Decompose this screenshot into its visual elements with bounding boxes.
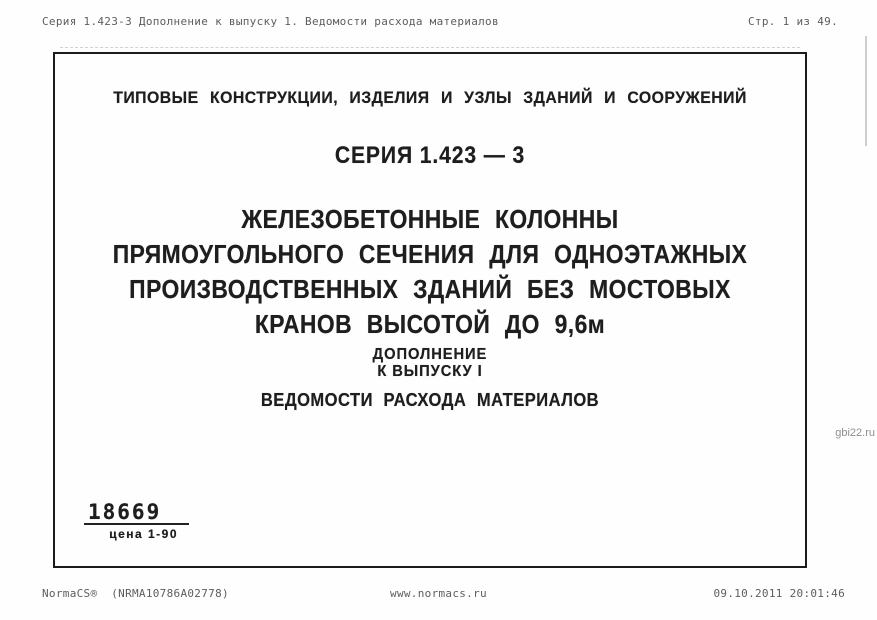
scan-artifact-top-line: [60, 47, 800, 48]
stamp-number: 18669: [84, 502, 189, 525]
document-main-title: [100, 202, 760, 342]
document-supplement-line-1: ДОПОЛНЕНИЕ: [372, 346, 488, 363]
main-title-line-3: ПРОИЗВОДСТВЕННЫХ ЗДАНИЙ БЕЗ МОСТОВЫХ: [129, 274, 731, 304]
main-title-line-4: КРАНОВ ВЫСОТОЙ ДО 9,6м: [254, 309, 606, 339]
viewer-footer-timestamp: 09.10.2011 20:01:46: [713, 587, 845, 600]
viewer-footer-website: www.normacs.ru: [390, 587, 487, 600]
main-title-line-2: ПРЯМОУГОЛЬНОГО СЕЧЕНИЯ ДЛЯ ОДНОЭТАЖНЫХ: [112, 239, 748, 269]
scanned-page-frame: [53, 52, 807, 568]
viewer-footer-app-license: NormaCS® (NRMA10786A02778): [42, 587, 229, 600]
document-supplement-line-2: К ВЫПУСКУ I: [377, 363, 483, 380]
document-series-number: СЕРИЯ 1.423 — 3: [334, 142, 526, 169]
document-top-heading: ТИПОВЫЕ КОНСТРУКЦИИ, ИЗДЕЛИЯ И УЗЛЫ ЗДАНИЙ И СООРУЖЕНИЙ: [113, 88, 747, 107]
price-stamp: [84, 502, 189, 541]
viewer-header-page-indicator: Стр. 1 из 49.: [748, 15, 838, 28]
viewer-header-document-title: Серия 1.423-3 Дополнение к выпуску 1. Ведомости расхода материалов: [42, 15, 499, 28]
stamp-price: цена 1-90: [109, 527, 179, 541]
scan-artifact-right-line: [865, 36, 867, 146]
document-subtitle: ВЕДОМОСТИ РАСХОДА МАТЕРИАЛОВ: [260, 390, 600, 410]
main-title-line-1: ЖЕЛЕЗОБЕТОННЫЕ КОЛОННЫ: [241, 204, 619, 234]
watermark-gbi22: gbi22.ru: [835, 427, 875, 439]
